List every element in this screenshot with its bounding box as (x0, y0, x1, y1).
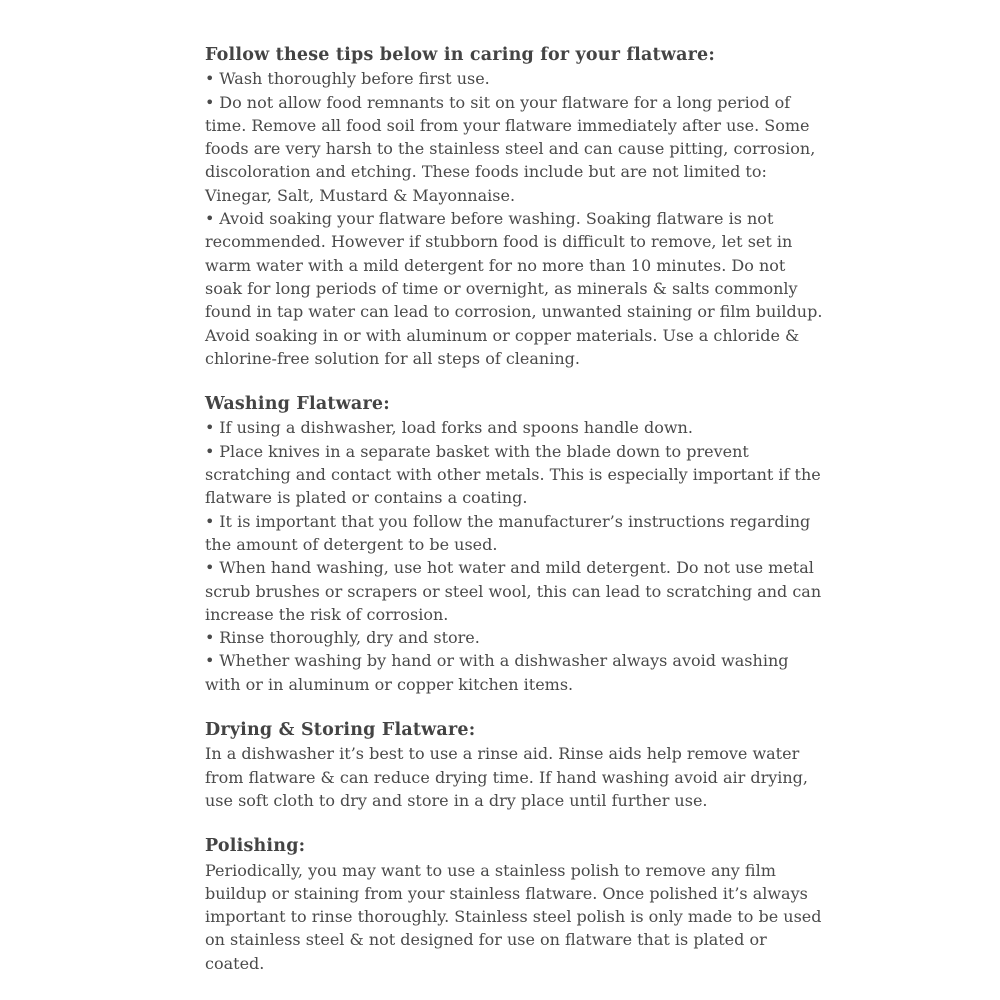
bullet-text: Rinse thoroughly, dry and store. (219, 628, 480, 648)
bullet-icon: • (205, 558, 215, 578)
paragraph: Periodically, you may want to use a stainless polish to remove any film buildup or staining from your stainless flatware. Once polished it’s always important to rinse thoroughly. Stainless steel polish is only made to be used on stainless steel & not designed for use on flatware that is plated or coated. (205, 860, 822, 973)
bullet-text: If using a dishwasher, load forks and spoons handle down. (219, 418, 693, 438)
bullet-text: It is important that you follow the manufacturer’s instructions regarding the amount of detergent to be used. (205, 511, 811, 554)
bullet-item (205, 649, 827, 696)
bullet-icon: • (205, 209, 215, 229)
bullet-item (205, 67, 827, 90)
bullet-icon: • (205, 441, 215, 461)
section-polishing (205, 835, 827, 975)
bullet-item (205, 440, 827, 510)
section-drying-storing (205, 719, 827, 812)
section-washing-flatware (205, 393, 827, 696)
bullet-text: Do not allow food remnants to sit on your flatware for a long period of time. Remove all food soil from your flatware immediately after use. Some foods are very harsh to the stainless steel and can cause pitting, corrosion, discoloration and etching. These foods include but are not limited to: Vinegar, Salt, Mustard & Mayonnaise. (205, 92, 816, 205)
section-heading: Follow these tips below in caring for your flatware: (205, 45, 716, 65)
bullet-text: Avoid soaking your flatware before washing. Soaking flatware is not recommended. However if stubborn food is difficult to remove, let set in warm water with a mild detergent for no more than 10 minutes. Do not soak for long periods of time or overnight, as minerals & salts commonly found in tap water can lead to corrosion, unwanted staining or film buildup. Avoid soaking in or with aluminum or copper materials. Use a chloride & chlorine-free solution for all steps of cleaning. (205, 209, 823, 368)
paragraph: In a dishwasher it’s best to use a rinse aid. Rinse aids help remove water from flatware & can reduce drying time. If hand washing avoid air drying, use soft cloth to dry and store in a dry place until further use. (205, 744, 809, 810)
bullet-icon: • (205, 628, 215, 648)
bullet-item (205, 416, 827, 439)
bullet-item (205, 510, 827, 557)
bullet-icon: • (205, 69, 215, 89)
section-heading: Washing Flatware: (205, 394, 390, 415)
care-instructions-content (205, 44, 827, 975)
bullet-text: When hand washing, use hot water and mild detergent. Do not use metal scrub brushes or scrapers or steel wool, this can lead to scratching and can increase the risk of corrosion. (205, 558, 822, 624)
bullet-icon: • (205, 92, 215, 112)
section-care-tips (205, 44, 827, 370)
bullet-icon: • (205, 511, 215, 531)
bullet-text: Place knives in a separate basket with the blade down to prevent scratching and contact with other metals. This is especially important if the flatware is plated or contains a coating. (205, 441, 821, 508)
section-heading: Polishing: (205, 836, 306, 857)
bullet-item (205, 91, 827, 207)
bullet-item (205, 207, 827, 370)
bullet-text: Whether washing by hand or with a dishwasher always avoid washing with or in aluminum or copper kitchen items. (205, 651, 789, 694)
bullet-item (205, 556, 827, 626)
bullet-text: Wash thoroughly before first use. (219, 69, 490, 89)
bullet-icon: • (205, 418, 215, 438)
bullet-icon: • (205, 651, 215, 671)
bullet-item (205, 626, 827, 649)
section-heading: Drying & Storing Flatware: (205, 720, 476, 741)
